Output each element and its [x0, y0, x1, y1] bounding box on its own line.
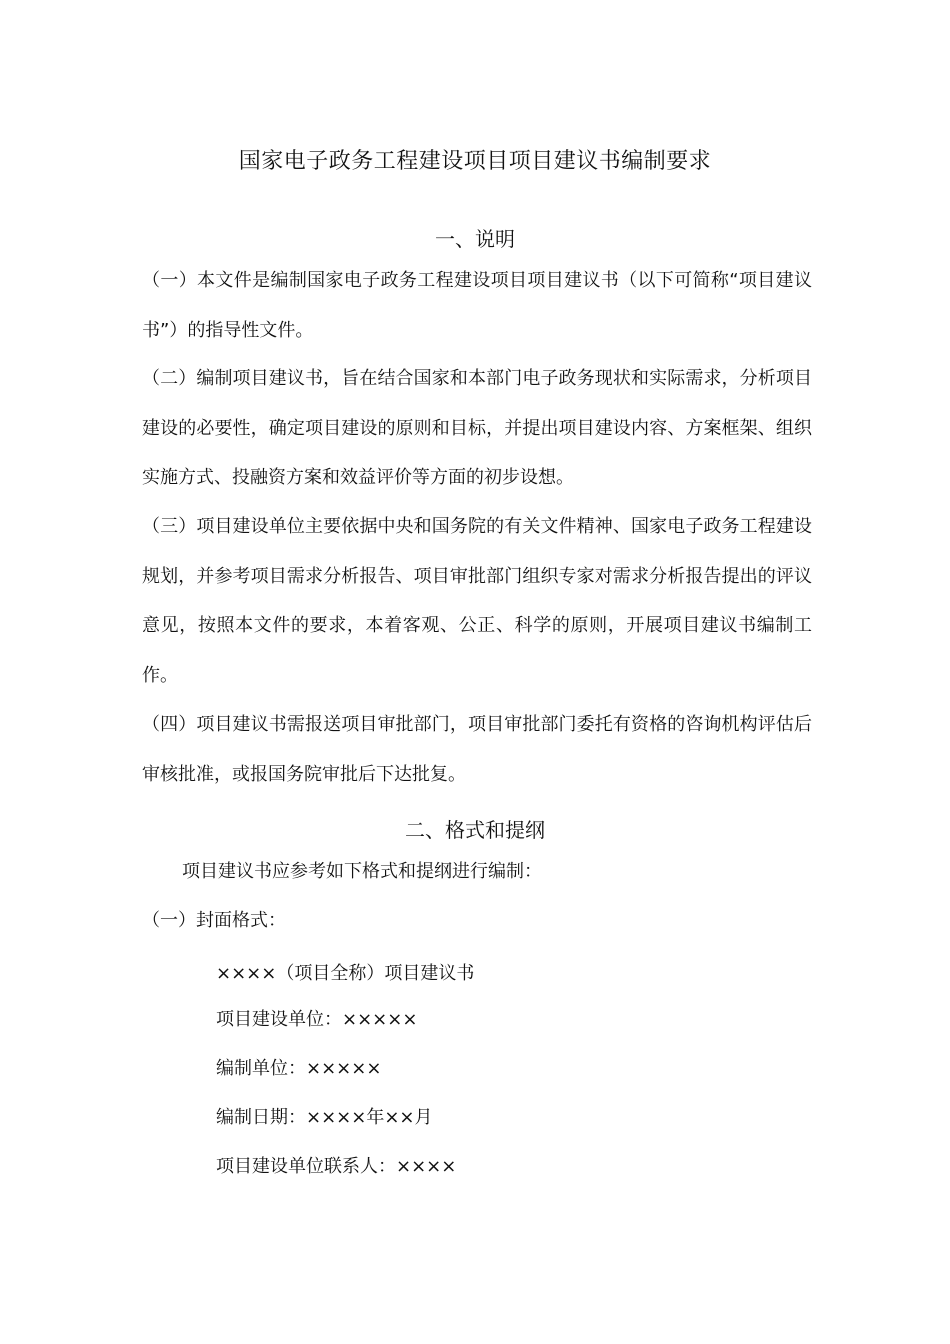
- cover-line-project-name: ××××（项目全称）项目建议书: [216, 963, 475, 984]
- cover-line-compiling-unit: 编制单位：×××××: [216, 1058, 382, 1079]
- paragraph-2: （二）编制项目建议书，旨在结合国家和本部门电子政务现状和实际需求，分析项目建设的必要性，确定项目建设的原则和目标，并提出项目建设内容、方案框架、组织实施方式、投融资方案和效益评价等方面的初步设想。: [142, 368, 812, 488]
- cover-line-compile-date: 编制日期：××××年××月: [216, 1107, 433, 1128]
- cover-format-heading: （一）封面格式：: [142, 910, 286, 931]
- format-intro: 项目建议书应参考如下格式和提纲进行编制：: [182, 861, 542, 882]
- cover-line-contact: 项目建设单位联系人：××××: [216, 1156, 457, 1177]
- section-heading-format: 二、格式和提纲: [405, 818, 545, 842]
- cover-line-construction-unit: 项目建设单位：×××××: [216, 1009, 418, 1030]
- paragraph-1: （一）本文件是编制国家电子政务工程建设项目项目建议书（以下可简称“项目建议书”）的指导性文件。: [142, 270, 812, 341]
- paragraph-4: （四）项目建议书需报送项目审批部门，项目审批部门委托有资格的咨询机构评估后审核批准，或报国务院审批后下达批复。: [142, 714, 812, 785]
- section-heading-explanation: 一、说明: [435, 227, 515, 251]
- paragraph-3: （三）项目建设单位主要依据中央和国务院的有关文件精神、国家电子政务工程建设规划，并参考项目需求分析报告、项目审批部门组织专家对需求分析报告提出的评议意见，按照本文件的要求，本着客观、公正、科学的原则，开展项目建议书编制工作。: [142, 516, 812, 686]
- document-title: 国家电子政务工程建设项目项目建议书编制要求: [238, 149, 712, 174]
